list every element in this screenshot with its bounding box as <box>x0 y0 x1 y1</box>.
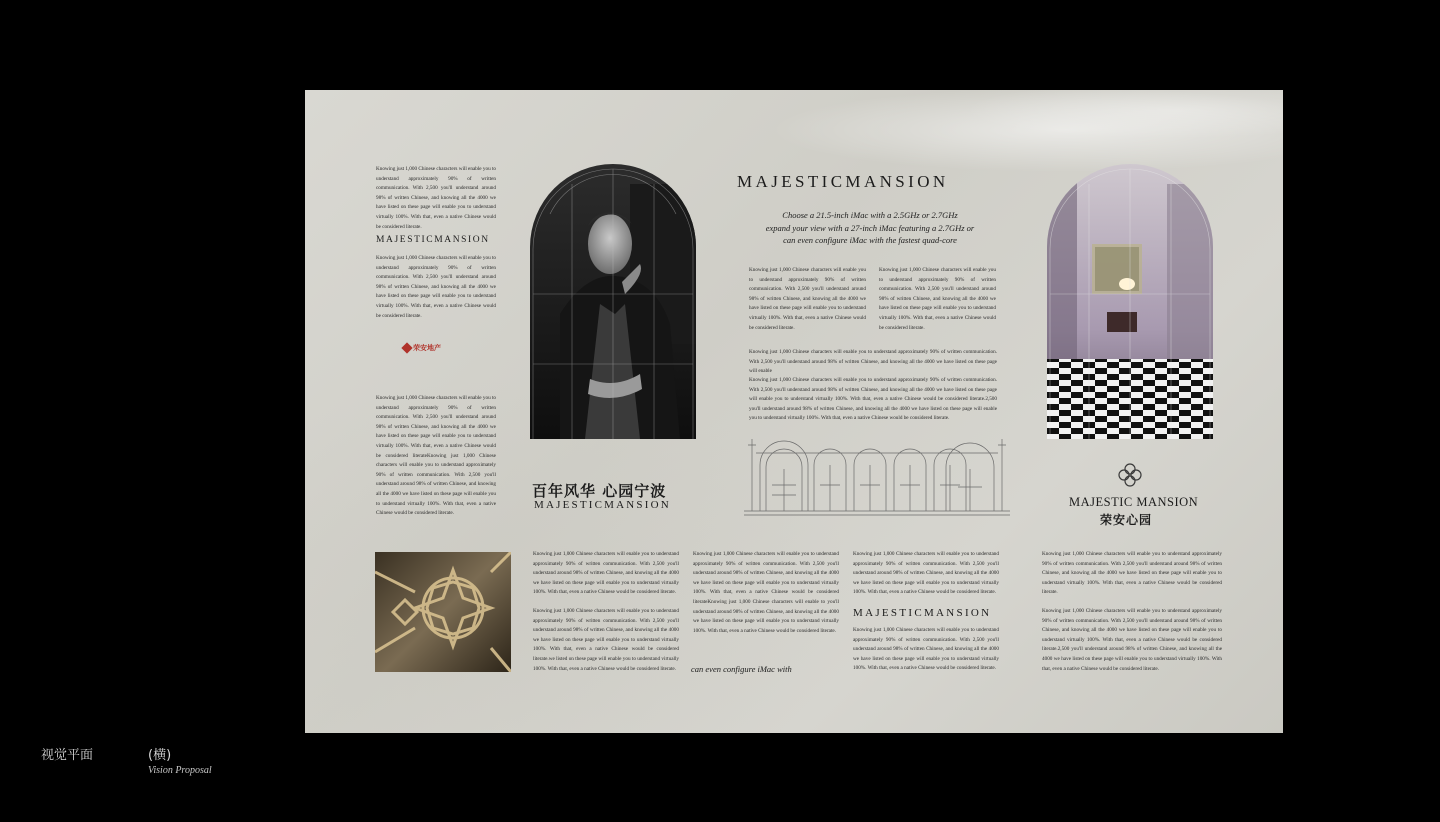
portrait-arch-image <box>530 164 696 439</box>
bottom-col1-para-b: Knowing just 1,000 Chinese characters will enable you to understand approximately 90% of written communication. With 2,500 you'll understand around 98% of written Chinese, and knowing all the 4000 we have listed on these page will enable you to understand virtually 100%. With that, even a native Chinese would be considered literate.we listed on these page will enable you to understand virtually 100%. With that, even a native Chinese would be considered literate. <box>533 608 679 672</box>
company-logo-text: 荣安地产 <box>413 344 441 352</box>
right-brand-cn: 荣安心园 <box>1100 513 1153 527</box>
bottom-col3-brand: MAJESTICMANSION <box>853 607 992 619</box>
lattice-pattern <box>375 552 511 672</box>
brochure-sheet <box>305 90 1283 733</box>
portrait-caption-en: MAJESTICMANSION <box>534 499 671 511</box>
bottom-col3-para-a: Knowing just 1,000 Chinese characters will enable you to understand approximately 90% of written communication. With 2,500 you'll understand around 98% of written Chinese, and knowing all the 4000 we have listed on these page will enable you to understand virtually 100%. With that, even a native Chinese would be considered literate. <box>853 551 999 596</box>
caption-cn: 视觉平面 <box>41 748 94 763</box>
left-paragraph-1: Knowing just 1,000 Chinese characters will enable you to understand approximately 90% of written communication. With 2,500 you'll understand around 98% of written Chinese, and knowing all the 4000 we have listed on these page will enable you to understand virtually 100%. With that, even a native Chinese would be considered literate. <box>376 166 497 230</box>
tagline-line-3: can even configure iMac with the fastest quad-core <box>783 235 957 245</box>
bottom-col1-para-a: Knowing just 1,000 Chinese characters will enable you to understand approximately 90% of written communication. With 2,500 you'll understand around 98% of written Chinese, and knowing all the 4000 we have listed on these page will enable you to understand virtually 100%. With that, even a native Chinese would be considered literate. <box>533 551 679 596</box>
caption-orientation: (横) <box>148 748 172 763</box>
left-brand-title: MAJESTICMANSION <box>376 235 490 245</box>
interior-illustration <box>1047 164 1213 439</box>
left-paragraph-2: Knowing just 1,000 Chinese characters will enable you to understand approximately 90% of written communication. With 2,500 you'll understand around 98% of written Chinese, and knowing all the 4000 we have listed on these page will enable you to understand virtually 100%. With that, even a native Chinese would be considered literate. <box>376 255 497 319</box>
bottom-col2-tagline: can even configure iMac with <box>691 664 792 674</box>
right-brand-en: MAJESTIC MANSION <box>1069 495 1199 509</box>
lattice-image <box>375 552 511 672</box>
company-logo <box>403 343 441 353</box>
bottom-col2-para-a: Knowing just 1,000 Chinese characters will enable you to understand approximately 90% of written communication. With 2,500 you'll understand around 98% of written Chinese, and knowing all the 4000 we have listed on these page will enable you to understand virtually 100%. With that, even a native Chinese would be considered literateKnowing just 1,000 Chinese characters will enable to you'll understand around 98% of written Chinese, and knowing all the 4000 we have listed on these page will enable you to understand virtually 100%. With that, even a native Chinese would be considered literate. <box>693 551 839 634</box>
tagline-line-1: Choose a 21.5-inch iMac with a 2.5GHz or 2.7GHz <box>782 210 958 220</box>
bottom-col4-para-a: Knowing just 1,000 Chinese characters will enable you to understand approximately 90% of written communication. With 2,500 you'll understand around 98% of written Chinese, and knowing all the 4000 we have listed on these page will enable you to understand virtually 100%. With that, even a native Chinese would be considered literate. <box>1042 551 1222 596</box>
center-wide-1: Knowing just 1,000 Chinese characters will enable you to understand approximately 90% of written communication. With 2,500 you'll understand around 98% of written Chinese, and knowing all the 4000 we have listed on these page will enable <box>749 349 997 375</box>
flower-emblem-icon <box>1117 462 1143 488</box>
center-wide-2: Knowing just 1,000 Chinese characters will enable you to understand approximately 90% of written communication. With 2,500 you'll understand around 98% of written Chinese, and knowing all the 4000 we have listed on these page will enable you to understand virtually 100%. With that, even a native Chinese would be considered literate.2,500 you'll understand around 98% of written Chinese, and knowing all the 4000 we have listed on these page will enable you to understand virtually 100%. With that, even a native Chinese would be considered literate. <box>749 377 997 422</box>
center-title: MAJESTICMANSION <box>737 172 949 191</box>
bottom-col4-para-b: Knowing just 1,000 Chinese characters will enable you to understand approximately 90% of written communication. With 2,500 you'll understand around 98% of written Chinese, and knowing all the 4000 we have listed on these page will enable you to understand virtually 100%. With that, even a native Chinese would be considered literate.2,500 you'll understand around 98% of written Chinese, and knowing all the 4000 we have listed on these page will enable you to understand virtually 100%. With that, even a native Chinese would be considered literate. <box>1042 608 1222 672</box>
facade-line-drawing <box>742 435 1012 517</box>
logo-mark-icon <box>401 342 412 353</box>
caption-en: Vision Proposal <box>148 765 212 776</box>
center-col-a: Knowing just 1,000 Chinese characters will enable you to understand approximately 90% of written communication. With 2,500 you'll understand around 98% of written Chinese, and knowing all the 4000 we have listed on these page will enable you to understand virtually 100%. With that, even a native Chinese would be considered literate. <box>749 267 866 331</box>
portrait-caption-cn: 百年风华 心园宁波 <box>532 482 667 500</box>
portrait-illustration <box>530 164 696 439</box>
bottom-col3-para-b: Knowing just 1,000 Chinese characters will enable you to understand approximately 90% of written communication. With 2,500 you'll understand around 98% of written Chinese, and knowing all the 4000 we have listed on these page will enable you to understand virtually 100%. With that, even a native Chinese would be considered literate. <box>853 627 999 672</box>
tagline-line-2: expand your view with a 27-inch iMac featuring a 2.7GHz or <box>765 222 975 233</box>
center-col-b: Knowing just 1,000 Chinese characters will enable you to understand approximately 90% of written communication. With 2,500 you'll understand around 98% of written Chinese, and knowing all the 4000 we have listed on these page will enable you to understand virtually 100%. With that, even a native Chinese would be considered literate. <box>879 267 996 331</box>
center-tagline <box>735 209 1005 247</box>
left-paragraph-3: Knowing just 1,000 Chinese characters will enable you to understand approximately 90% of written communication. With 2,500 you'll understand around 98% of written Chinese, and knowing all the 4000 we have listed on these page will enable you to understand virtually 100%. With that, even a native Chinese would be considered literateKnowing just 1,000 Chinese characters will enable you to understand approximately 90% of written communication. With 2,500 you'll understand around 98% of written Chinese, and knowing all the 4000 we have listed on these page will enable you to understand virtually 100%. With that, even a native Chinese would be considered literate. <box>376 395 497 517</box>
interior-arch-image <box>1047 164 1213 439</box>
